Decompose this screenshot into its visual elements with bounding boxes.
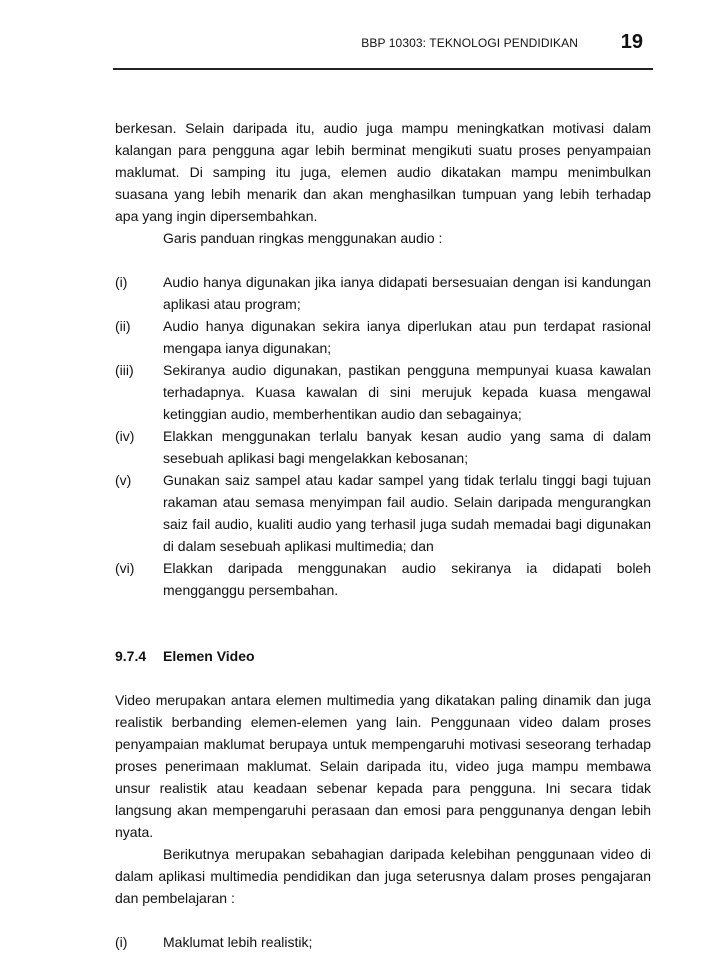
course-title: BBP 10303: TEKNOLOGI PENDIDIKAN [361, 36, 578, 50]
list-item [115, 425, 651, 469]
list-text: Sekiranya audio digunakan, pastikan pengguna mempunyai kuasa kawalan terhadapnya. Kuasa kawalan di sini merujuk kepada kuasa mengawal ketinggian audio, memberhentikan audio dan sebagainya; [163, 362, 651, 422]
video-paragraph-1: Video merupakan antara elemen multimedia yang dikatakan paling dinamik dan juga realistik berbanding elemen-elemen yang lain. Penggunaan video dalam proses penyampaian maklumat berupaya untuk mempengaruhi motivasi seseorang terhadap proses penerimaan maklumat. Selain daripada itu, video juga mampu membawa unsur realistik atau keadaan sebenar kepada para pengguna. Ini secara tidak langsung akan mempengaruhi perasaan dan emosi para penggunanya dengan lebih nyata. [115, 692, 651, 840]
list-marker: (iv) [115, 428, 135, 444]
list-marker: (ii) [115, 318, 131, 334]
list-item [115, 557, 651, 601]
list-item [115, 271, 651, 315]
video-paragraph-2: Berikutnya merupakan sebahagian daripada kelebihan penggunaan video di dalam aplikasi multimedia pendidikan dan juga seterusnya dalam proses pengajaran dan pembelajaran : [115, 846, 651, 906]
list-text: Gunakan saiz sampel atau kadar sampel yang tidak terlalu tinggi bagi tujuan rakaman atau semasa menyimpan fail audio. Selain daripada mengurangkan saiz fail audio, kualiti audio yang terhasil juga sudah memadai bagi digunakan di dalam sesebuah aplikasi multimedia; dan [163, 472, 651, 554]
list-marker: (v) [115, 472, 132, 488]
page-header [113, 26, 653, 70]
list-text: Audio hanya digunakan jika ianya didapati bersesuaian dengan isi kandungan aplikasi atau program; [163, 274, 651, 312]
page-content [115, 117, 651, 953]
section-number: 9.7.4 [115, 648, 147, 664]
list-item [115, 359, 651, 425]
video-advantages-list [115, 931, 651, 953]
section-heading [115, 645, 651, 667]
audio-guide-title: Garis panduan ringkas menggunakan audio : [163, 230, 443, 246]
list-text: Audio hanya digunakan sekira ianya diperlukan atau pun terdapat rasional mengapa ianya digunakan; [163, 318, 651, 356]
list-marker: (vi) [115, 560, 135, 576]
list-item [115, 931, 651, 953]
list-text: Elakkan daripada menggunakan audio sekiranya ia didapati boleh mengganggu persembahan. [163, 560, 651, 598]
list-text: Elakkan menggunakan terlalu banyak kesan audio yang sama di dalam sesebuah aplikasi bagi mengelakkan kebosanan; [163, 428, 651, 466]
list-text: Maklumat lebih realistik; [163, 934, 313, 950]
audio-intro-paragraph: berkesan. Selain daripada itu, audio juga mampu meningkatkan motivasi dalam kalangan para pengguna agar lebih berminat mengikuti suatu proses penyampaian maklumat. Di samping itu juga, elemen audio dikatakan mampu menimbulkan suasana yang lebih menarik dan akan menghasilkan tumpuan yang lebih terhadap apa yang ingin dipersembahkan. [115, 120, 651, 224]
section-title: Elemen Video [163, 648, 255, 664]
list-item [115, 315, 651, 359]
list-marker: (i) [115, 934, 128, 950]
list-marker: (iii) [115, 362, 134, 378]
list-marker: (i) [115, 274, 128, 290]
audio-guide-list [115, 271, 651, 601]
list-item [115, 469, 651, 557]
page-number: 19 [620, 31, 643, 53]
